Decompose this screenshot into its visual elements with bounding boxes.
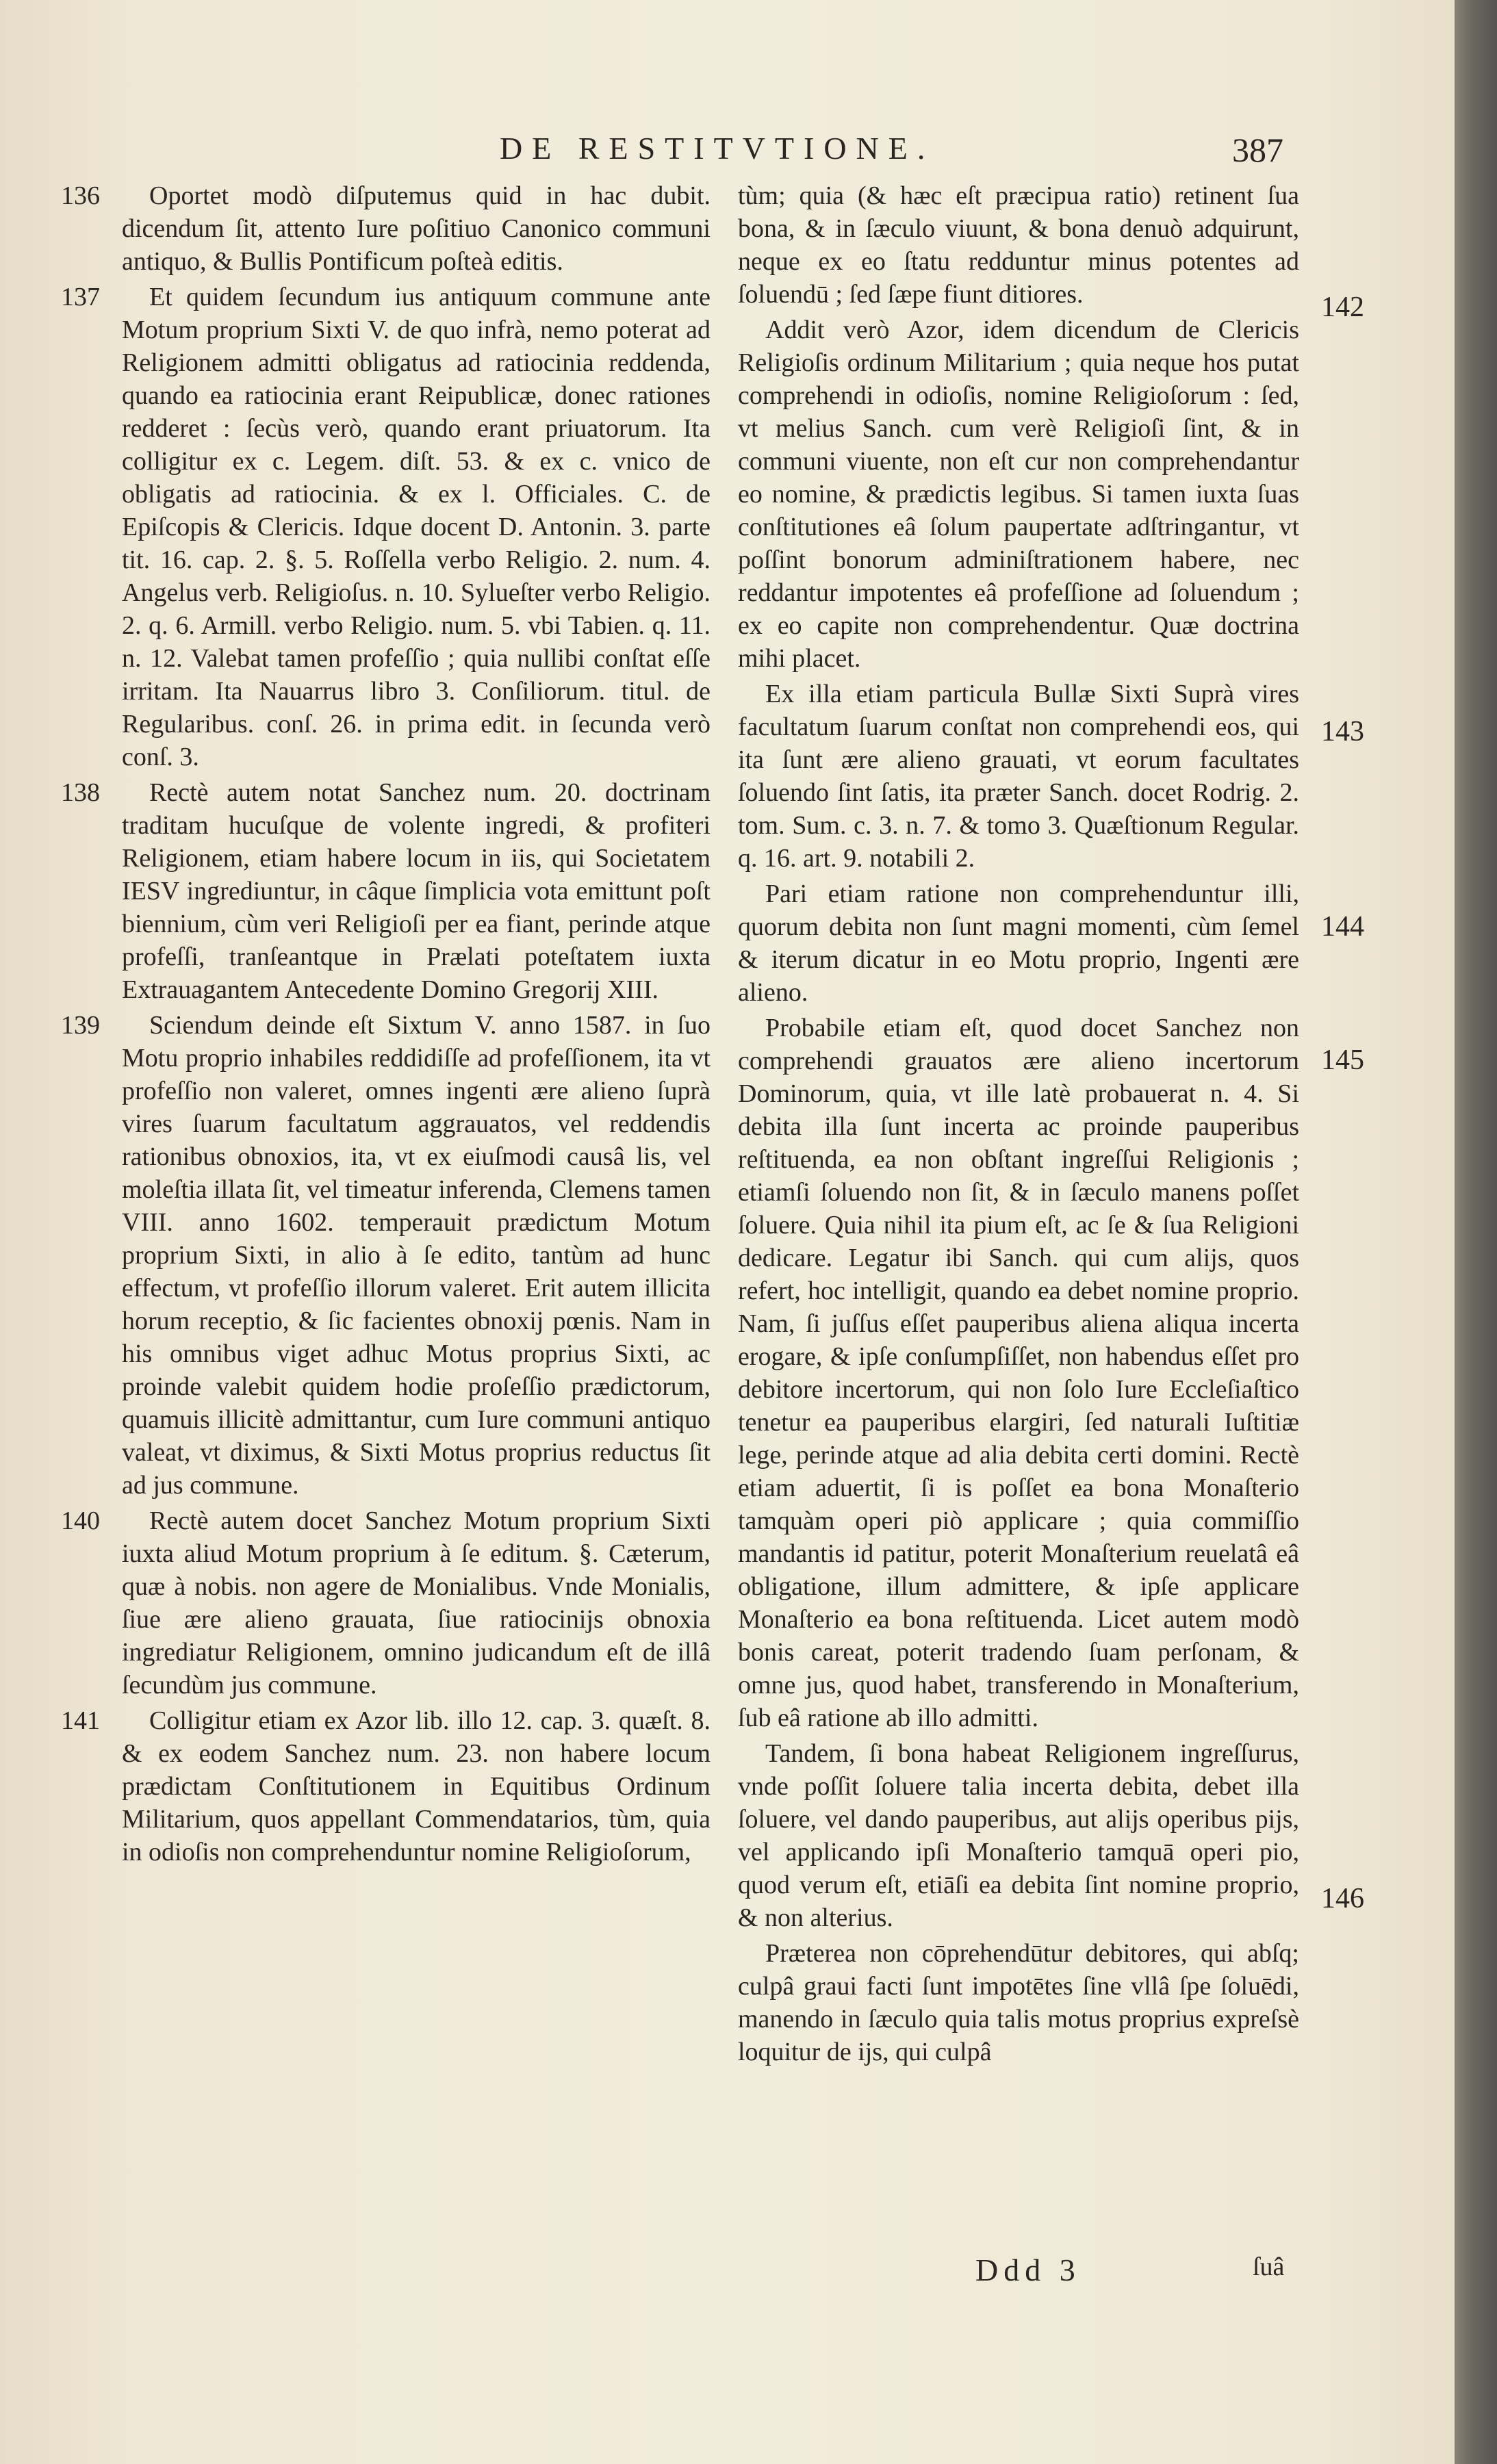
paragraph-number: 140 [61,1506,100,1535]
paragraph-text: tùm; quia (& hæc eſt præcipua ratio) retinent ſua bona, & in ſæculo viuunt, & bona denuò adquirunt, neque ex eo ſtatu redduntur minus potentes ad ſoluendū ; ſed ſæpe fiunt ditiores. [738,181,1299,309]
paragraph-text: Tandem, ſi bona habeat Religionem ingreſſurus, vnde poſſit ſoluere talia incerta debita, debet illa ſoluere, vel dando pauperibus, aut alijs operibus pijs, vel applicando ipſi Monaſterio tamquā operi pio, quod verum eſt, etiāſi ea debita ſint nomine proprio, & non alterius. [738,1739,1299,1932]
paragraph-number: 136 [61,181,100,210]
margin-number: 145 [1321,1044,1364,1076]
paragraph-text: Sciendum deinde eſt Sixtum V. anno 1587. in ſuo Motu proprio inhabiles reddidiſſe ad profeſſionem, ita vt profeſſio non valeret, omnes ingenti ære alieno ſuprà vires ſuarum facultatum aggrauatos, vel reddendis rationibus obnoxios, ita, vt ex eiuſmodi causâ lis, vel moleſtia illata ſit, vel timeatur inferenda, Clemens tamen VIII. anno 1602. temperauit prædictum Motum proprium Sixti, in alio à ſe edito, tantùm ad hunc effectum, vt profeſſio illorum valeret. Erit autem illicita horum receptio, & ſic facientes obnoxij pœnis. Nam in his omnibus viget adhuc Motus proprius Sixti, ac proinde valebit quidem hodie proſeſſio prædictorum, quamuis illicitè admittantur, cum Iure communi antiquo valeat, vt diximus, & Sixti Motus proprius reductus ſit ad jus commune. [122,1011,711,1500]
paragraph [738,179,1299,311]
margin-number: 146 [1321,1883,1364,1914]
paragraph [738,1737,1299,1934]
margin-number: 144 [1321,911,1364,942]
paragraph-text: Et quidem ſecundum ius antiquum commune ante Motum proprium Sixti V. de quo infrà, nemo poterat ad Religionem admitti obligatus ad ratiocinia reddenda, quando ea ratiocinia erant Reipublicæ, donec rationes redderet : ſecùs verò, quando erant priuatorum. Ita colligitur ex c. Legem. diſt. 53. & ex c. vnico de obligatis ad ratiocinia. & ex l. Officiales. C. de Epiſcopis & Clericis. Idque docent D. Antonin. 3. parte tit. 16. cap. 2. §. 5. Roſſella verbo Religio. 2. num. 4. Angelus verb. Religioſus. n. 10. Sylueſter verbo Religio. 2. q. 6. Armill. verbo Religio. num. 5. vbi Tabien. q. 11. n. 12. Valebat tamen profeſſio ; quia nullibi conſtat eſſe irritam. Ita Nauarrus libro 3. Conſiliorum. titul. de Regularibus. conſ. 26. in prima edit. in ſecunda verò conſ. 3. [122,283,711,771]
paragraph [61,179,711,278]
running-title: DE RESTITVTIONE. [500,131,935,166]
paragraph-text: Præterea non cōprehendūtur debitores, qui abſq; culpâ graui facti ſunt impotētes ſine vllâ ſpe ſoluēdi, manendo in ſæculo quia talis motus proprius expreſsè loquitur de ijs, qui culpâ [738,1939,1299,2066]
paragraph [738,678,1299,875]
page-number: 387 [1232,131,1283,169]
paragraph-number: 137 [61,283,100,311]
margin-number: 143 [1321,716,1364,747]
paragraph-text: Oportet modò diſputemus quid in hac dubit. dicendum ſit, attento Iure poſitiuo Canonico communi antiquo, & Bullis Pontificum poſteà editis. [122,181,711,276]
paragraph-text: Ex illa etiam particula Bullæ Sixti Suprà vires facultatum ſuarum conſtat non comprehendi eos, qui ita ſunt ære alieno grauati, vt eorum facultates ſoluendo ſint ſatis, ita præter Sanch. docet Rodrig. 2. tom. Sum. c. 3. n. 7. & tomo 3. Quæſtionum Regular. q. 16. art. 9. notabili 2. [738,680,1299,873]
paragraph [61,1504,711,1702]
catchword: ſuâ [1253,2253,1285,2281]
paragraph [738,1937,1299,2068]
paragraph [61,281,711,773]
paragraph [61,1009,711,1502]
paragraph-text: Colligitur etiam ex Azor lib. illo 12. cap. 3. quæſt. 8. & ex eodem Sanchez num. 23. non habere locum prædictam Conſtitutionem in Equitibus Ordinum Militarium, quos appellant Commendatarios, tùm, quia in odioſis non comprehenduntur nomine Religioſorum, [122,1706,711,1866]
paragraph-number: 139 [61,1011,100,1040]
paragraph-text: Rectè autem notat Sanchez num. 20. doctrinam traditam hucuſque de volente ingredi, & profiteri Religionem, etiam habere locum in iis, qui Societatem IESV ingrediuntur, in câque ſimplicia vota emittunt poſt biennium, cùm veri Religioſi per ea fiant, perinde atque profeſſi, tranſeantque in Prælati poteſtatem iuxta Extrauagantem Antecedente Domino Gregorij XIII. [122,778,711,1004]
paragraph [61,1704,711,1869]
paragraph-text: Probabile etiam eſt, quod docet Sanchez non comprehendi grauatos ære alieno incertorum Dominorum, quia, vt ille latè probauerat n. 4. Si debita illa ſunt incerta ac proinde pauperibus reſtituenda, ea non obſtant ingreſſui Religionis ; etiamſi ſoluendo non ſit, & in ſæculo manens poſſet ſoluere. Quia nihil ita pium eſt, ac ſe & ſua Religioni dedicare. Legatur ibi Sanch. qui cum alijs, quos refert, hoc intelligit, quando ea debet nomine proprio. Nam, ſi juſſus eſſet pauperibus aliena aliqua incerta erogare, & ipſe conſumpſiſſet, non habendus eſſet pro debitore incertorum, qui non ſolo Iure Eccleſiaſtico tenetur ea pauperibus elargiri, ſed naturali Iuſtitiæ lege, perinde atque ad alia debita certi domini. Rectè etiam aduertit, ſi is poſſet ea bona Monaſterio tamquàm operi piò applicare ; quia commiſſio mandantis id patitur, poterit Monaſterium reuelatâ eâ obligatione, illum admittere, & ipſe applicare Monaſterio ea bona reſtituenda. Licet autem modò bonis careat, poterit tradendo ſuam perſonam, & omne jus, quod habet, transferendo in Monaſterium, ſub eâ ratione ab illo admitti. [738,1014,1299,1732]
paragraph [738,1012,1299,1734]
paragraph-number: 138 [61,778,100,807]
paragraph-number: 141 [61,1706,100,1735]
signature-mark: Ddd 3 [975,2253,1081,2287]
page-edge [1455,0,1497,2464]
margin-number: 142 [1321,292,1364,323]
paragraph-text: Addit verò Azor, idem dicendum de Clericis Religioſis ordinum Militarium ; quia neque hos putat comprehendi in odioſis, nomine Religioſorum : ſed, vt melius Sanch. cum verè Religioſi ſint, & in communi viuente, non eſt cur non comprehendantur eo nomine, & prædictis legibus. Si tamen iuxta ſuas conſtitutiones eâ ſolum paupertate adſtringantur, vt poſſint bonorum adminiſtrationem habere, nec reddantur impotentes eâ profeſſione ad ſoluendum ; ex eo capite non comprehendentur. Quæ doctrina mihi placet. [738,316,1299,673]
paragraph [738,313,1299,675]
left-column [61,179,711,1871]
paragraph [61,776,711,1006]
paragraph-text: Pari etiam ratione non comprehenduntur illi, quorum debita non ſunt magni momenti, cùm ſemel & iterum dicatur in eo Motu proprio, Ingenti ære alieno. [738,880,1299,1007]
paragraph-text: Rectè autem docet Sanchez Motum proprium Sixti iuxta aliud Motum proprium à ſe editum. §. Cæterum, quæ à nobis. non agere de Monialibus. Vnde Monialis, ſiue ære alieno grauata, ſiue ratiocinijs obnoxia ingrediatur Religionem, omnino judicandum eſt de illâ ſecundùm jus commune. [122,1506,711,1699]
paragraph [738,877,1299,1009]
right-column [738,179,1299,2071]
